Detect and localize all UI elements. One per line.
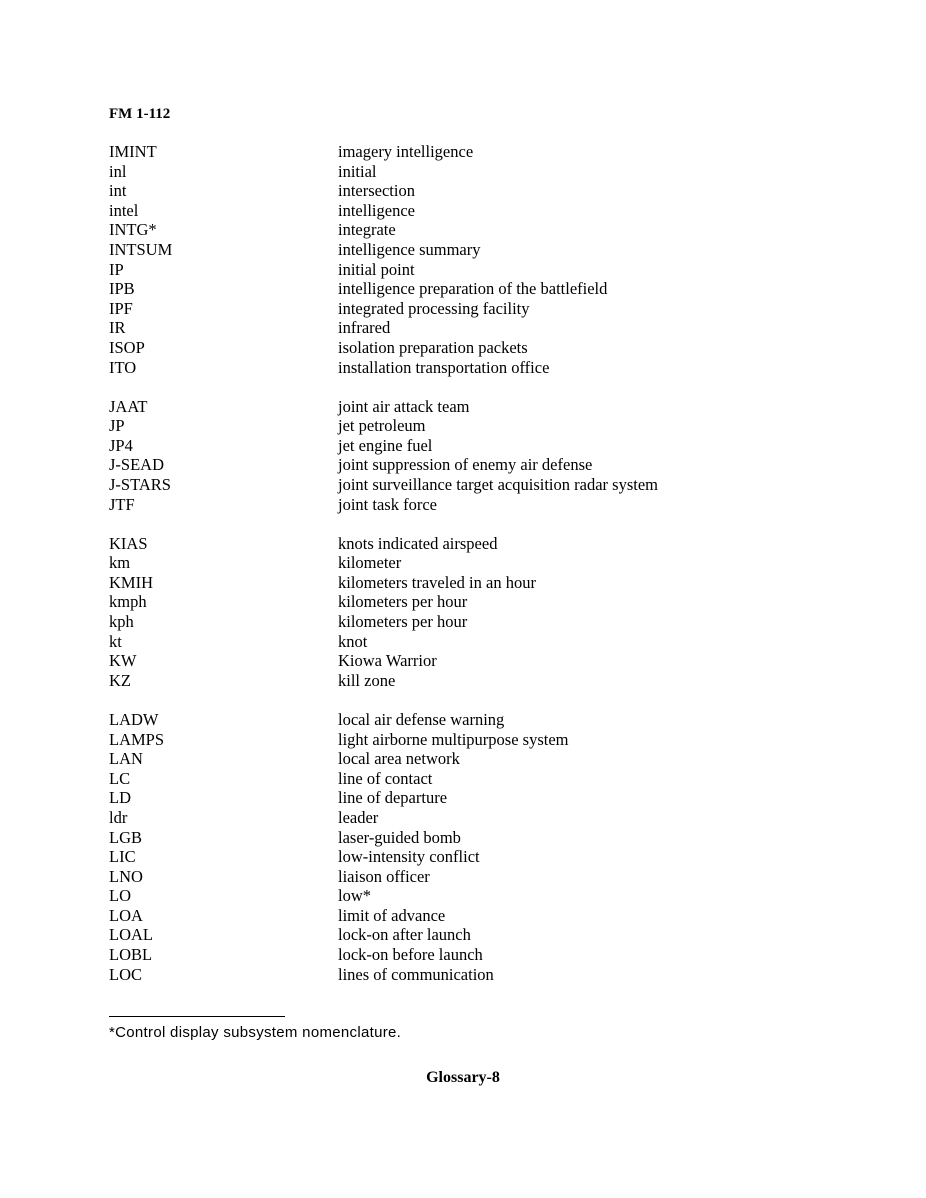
glossary-entry — [109, 573, 829, 593]
glossary-abbreviation: IMINT — [109, 142, 157, 161]
glossary-definition: kill zone — [338, 670, 396, 690]
glossary-entry — [109, 260, 829, 280]
glossary-definition: joint suppression of enemy air defense — [338, 455, 593, 475]
glossary-entry — [109, 749, 829, 769]
glossary-definition: intelligence preparation of the battlefield — [338, 279, 608, 299]
glossary-definition: infrared — [338, 318, 391, 338]
glossary-entry — [109, 906, 829, 926]
glossary-definition: line of contact — [338, 768, 433, 788]
glossary-definition: leader — [338, 807, 379, 827]
glossary-abbreviation: LO — [109, 886, 131, 906]
glossary-entry — [109, 632, 829, 652]
glossary-abbreviation: LOA — [109, 905, 143, 925]
glossary-entry — [109, 651, 829, 671]
glossary-definition: lock-on before launch — [338, 945, 483, 965]
glossary-entry — [109, 769, 829, 789]
glossary-entry — [109, 710, 829, 730]
glossary-entry — [109, 142, 829, 162]
glossary-abbreviation: INTG* — [109, 220, 157, 240]
glossary-definition: Kiowa Warrior — [338, 651, 437, 671]
glossary-abbreviation: ITO — [109, 357, 137, 377]
glossary-definition: intersection — [338, 181, 415, 201]
glossary-abbreviation: J-SEAD — [109, 455, 165, 475]
glossary-entry — [109, 730, 829, 750]
glossary-abbreviation: ISOP — [109, 337, 145, 357]
glossary-group — [109, 397, 829, 515]
glossary-definition: lines of communication — [338, 964, 494, 984]
glossary-abbreviation: LD — [109, 788, 131, 808]
glossary-entry — [109, 592, 829, 612]
glossary-entry — [109, 534, 829, 554]
glossary-definition: knot — [338, 631, 368, 651]
glossary-abbreviation: LOC — [109, 964, 142, 984]
glossary-group — [109, 142, 829, 377]
glossary-definition: intelligence summary — [338, 239, 481, 259]
glossary-definition: knots indicated airspeed — [338, 533, 498, 553]
glossary-abbreviation: J-STARS — [109, 475, 171, 494]
glossary-abbreviation: LAN — [109, 749, 143, 769]
glossary-abbreviation: IP — [109, 259, 124, 279]
glossary-abbreviation: kmph — [109, 592, 147, 612]
glossary-entry — [109, 358, 829, 378]
glossary-abbreviation: KZ — [109, 670, 131, 690]
glossary-entry — [109, 847, 829, 867]
glossary-definition: kilometers per hour — [338, 612, 468, 632]
glossary-entry — [109, 299, 829, 319]
glossary-definition: laser-guided bomb — [338, 827, 461, 847]
glossary-entry — [109, 612, 829, 632]
glossary-definition: low* — [338, 886, 371, 906]
glossary-abbreviation: JP — [109, 416, 125, 436]
glossary-abbreviation: IPB — [109, 279, 135, 299]
glossary-definition: line of departure — [338, 788, 448, 808]
glossary-entry — [109, 475, 829, 495]
glossary-definition: local area network — [338, 749, 460, 769]
glossary-entry — [109, 867, 829, 887]
glossary-definition: liaison officer — [338, 866, 430, 886]
glossary-entry — [109, 925, 829, 945]
glossary-entry — [109, 808, 829, 828]
glossary-abbreviation: intel — [109, 200, 139, 220]
glossary-abbreviation: KMIH — [109, 572, 153, 592]
glossary-entry — [109, 945, 829, 965]
document-id: FM 1-112 — [109, 106, 171, 122]
glossary-abbreviation: LNO — [109, 866, 143, 886]
glossary-list — [109, 142, 829, 1004]
glossary-entry — [109, 436, 829, 456]
glossary-abbreviation: int — [109, 181, 127, 201]
glossary-entry — [109, 828, 829, 848]
glossary-abbreviation: LIC — [109, 847, 136, 867]
glossary-definition: kilometers per hour — [338, 592, 468, 612]
glossary-definition: initial point — [338, 259, 415, 279]
glossary-abbreviation: LOAL — [109, 925, 153, 945]
glossary-entry — [109, 553, 829, 573]
glossary-abbreviation: LC — [109, 768, 131, 788]
glossary-definition: isolation preparation packets — [338, 337, 528, 357]
glossary-entry — [109, 279, 829, 299]
glossary-abbreviation: INTSUM — [109, 239, 173, 259]
glossary-definition: integrated processing facility — [338, 298, 530, 318]
glossary-abbreviation: JTF — [109, 494, 135, 514]
glossary-definition: initial — [338, 161, 377, 181]
glossary-abbreviation: LADW — [109, 709, 159, 729]
glossary-entry — [109, 788, 829, 808]
glossary-abbreviation: JAAT — [109, 396, 148, 416]
glossary-definition: local air defense warning — [338, 709, 505, 729]
glossary-definition: kilometers traveled in an hour — [338, 572, 536, 592]
glossary-definition: joint surveillance target acquisition radar system — [338, 475, 658, 494]
glossary-abbreviation: kph — [109, 612, 134, 632]
glossary-abbreviation: LAMPS — [109, 729, 165, 749]
glossary-abbreviation: km — [109, 553, 131, 573]
glossary-definition: low-intensity conflict — [338, 847, 480, 867]
glossary-definition: intelligence — [338, 200, 415, 220]
glossary-entry — [109, 397, 829, 417]
glossary-definition: imagery intelligence — [338, 142, 474, 161]
glossary-definition: jet petroleum — [338, 416, 426, 436]
glossary-definition: joint air attack team — [338, 396, 470, 416]
glossary-entry — [109, 455, 829, 475]
glossary-abbreviation: LGB — [109, 827, 142, 847]
glossary-entry — [109, 886, 829, 906]
glossary-abbreviation: ldr — [109, 807, 128, 827]
glossary-definition: integrate — [338, 220, 396, 240]
glossary-definition: limit of advance — [338, 905, 446, 925]
glossary-definition: lock-on after launch — [338, 925, 471, 945]
footnote: *Control display subsystem nomenclature. — [109, 1024, 402, 1041]
glossary-definition: joint task force — [338, 494, 437, 514]
glossary-entry — [109, 181, 829, 201]
glossary-abbreviation: KIAS — [109, 533, 148, 553]
glossary-abbreviation: LOBL — [109, 945, 153, 965]
glossary-abbreviation: JP4 — [109, 435, 133, 455]
glossary-definition: installation transportation office — [338, 357, 550, 377]
glossary-group — [109, 710, 829, 984]
glossary-entry — [109, 671, 829, 691]
glossary-entry — [109, 495, 829, 515]
glossary-entry — [109, 965, 829, 985]
glossary-abbreviation: kt — [109, 631, 122, 651]
glossary-entry — [109, 162, 829, 182]
glossary-entry — [109, 318, 829, 338]
footnote-divider — [109, 1016, 285, 1017]
glossary-definition: light airborne multipurpose system — [338, 729, 569, 749]
glossary-entry — [109, 220, 829, 240]
glossary-abbreviation: IPF — [109, 298, 133, 318]
glossary-entry — [109, 240, 829, 260]
glossary-entry — [109, 338, 829, 358]
glossary-definition: jet engine fuel — [338, 435, 433, 455]
glossary-group — [109, 534, 829, 691]
page-label: Glossary-8 — [426, 1069, 500, 1086]
glossary-entry — [109, 416, 829, 436]
glossary-abbreviation: inl — [109, 161, 127, 181]
glossary-definition: kilometer — [338, 553, 402, 573]
glossary-abbreviation: IR — [109, 318, 126, 338]
glossary-entry — [109, 201, 829, 221]
glossary-abbreviation: KW — [109, 651, 137, 671]
